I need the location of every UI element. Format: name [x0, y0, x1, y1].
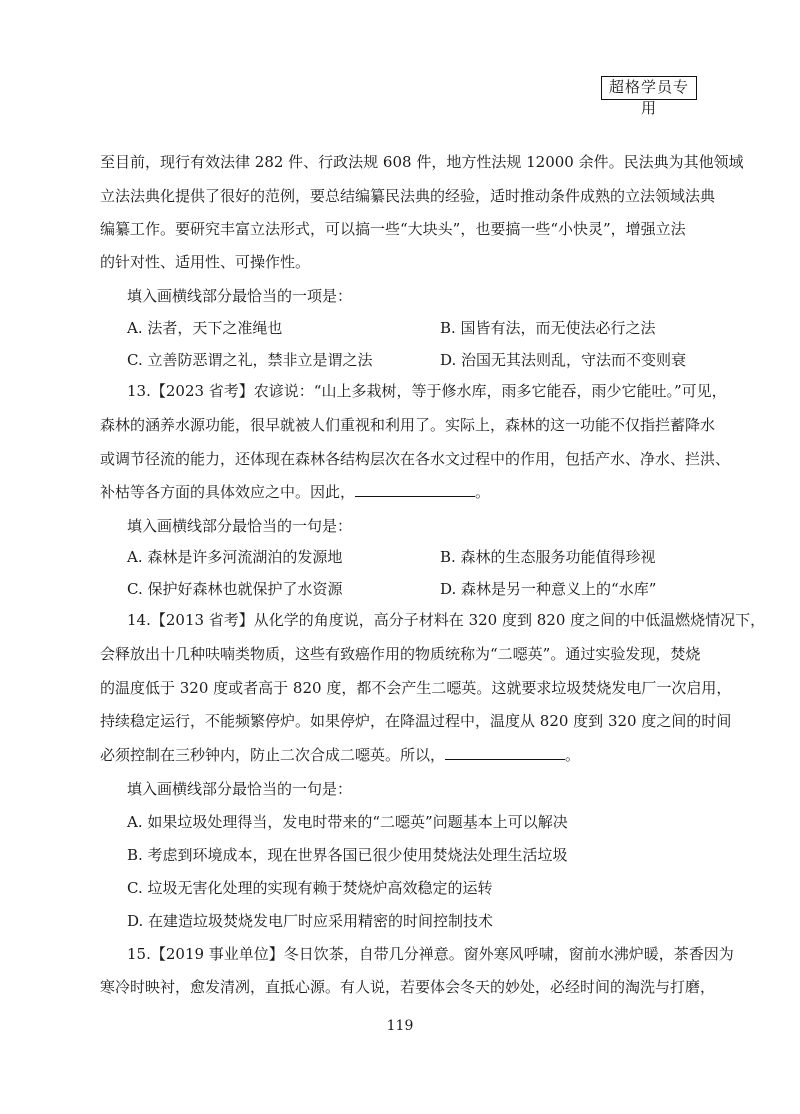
option-c: C. 保护好森林也就保护了水资源 [127, 580, 343, 598]
option-a: A. 如果垃圾处理得当，发电时带来的“二噁英”问题基本上可以解决 [127, 813, 568, 831]
question-13-line: 森林的涵养水源功能，很早就被人们重视和利用了。实际上，森林的这一功能不仅指拦蓄降水 [100, 416, 716, 434]
question-14-line: 的温度低于 320 度或者高于 820 度，都不会产生二噁英。这就要求垃圾焚烧发电厂一次启用， [100, 679, 732, 697]
question-14-line: 持续稳定运行，不能频繁停炉。如果停炉，在降温过程中，温度从 820 度到 320 度之间的时间 [100, 712, 732, 730]
answer-blank [355, 482, 475, 497]
question-13-last-line [100, 482, 700, 502]
question-13-end: 。 [475, 483, 491, 501]
question-prompt: 填入画横线部分最恰当的一句是： [127, 780, 353, 798]
question-prompt: 填入画横线部分最恰当的一句是： [127, 517, 353, 535]
question-14-line: 14.【2013 省考】从化学的角度说，高分子材料在 320 度到 820 度之间的中低温燃烧情况下， [127, 611, 766, 629]
question-15-line: 15.【2019 事业单位】冬日饮茶，自带几分禅意。窗外寒风呼啸，窗前水沸炉暖，茶香因为 [127, 945, 734, 963]
passage-line: 至目前，现行有效法律 282 件、行政法规 608 件，地方性法规 12000 余件。民法典为其他领域 [100, 153, 744, 171]
question-prompt: 填入画横线部分最恰当的一项是： [127, 287, 353, 305]
question-14-line: 会释放出十几种呋喃类物质，这些有致癌作用的物质统称为“二噁英”。通过实验发现，焚烧 [100, 645, 701, 663]
option-c: C. 立善防恶谓之礼，禁非立是谓之法 [127, 351, 373, 369]
option-a: A. 法者，天下之准绳也 [127, 319, 283, 337]
question-13-line: 13.【2023 省考】农谚说：“山上多栽树，等于修水库，雨多它能吞，雨少它能吐。”可见， [127, 382, 727, 400]
option-d: D. 森林是另一种意义上的“水库” [440, 580, 657, 598]
option-b: B. 国皆有法，而无使法必行之法 [440, 319, 656, 337]
passage-line: 立法法典化提供了很好的范例，要总结编纂民法典的经验，适时推动条件成熟的立法领域法典 [100, 187, 716, 205]
answer-blank [445, 745, 565, 760]
question-13-text: 补枯等各方面的具体效应之中。因此， [100, 483, 356, 501]
question-14-last-line [100, 745, 700, 765]
question-14-end: 。 [565, 746, 581, 764]
exclusive-badge: 超格学员专用 [601, 76, 697, 100]
passage-line: 的针对性、适用性、可操作性。 [100, 253, 311, 271]
option-d: D. 治国无其法则乱，守法而不变则衰 [440, 351, 687, 369]
option-b: B. 考虑到环境成本，现在世界各国已很少使用焚烧法处理生活垃圾 [127, 846, 568, 864]
option-b: B. 森林的生态服务功能值得珍视 [440, 548, 656, 566]
option-c: C. 垃圾无害化处理的实现有赖于焚烧炉高效稳定的运转 [127, 879, 493, 897]
option-a: A. 森林是许多河流湖泊的发源地 [127, 548, 343, 566]
question-13-line: 或调节径流的能力，还体现在森林各结构层次在各水文过程中的作用，包括产水、净水、拦洪、 [100, 450, 731, 468]
question-15-line: 寒冷时映衬，愈发清冽，直抵心源。有人说，若要体会冬天的妙处，必经时间的淘洗与打磨， [100, 978, 716, 996]
option-d: D. 在建造垃圾焚烧发电厂时应采用精密的时间控制技术 [127, 912, 494, 930]
page-number: 119 [386, 1018, 414, 1034]
passage-line: 编纂工作。要研究丰富立法形式，可以搞一些“大块头”，也要搞一些“小快灵”，增强立法 [100, 220, 686, 238]
question-14-text: 必须控制在三秒钟内，防止二次合成二噁英。所以， [100, 746, 446, 764]
